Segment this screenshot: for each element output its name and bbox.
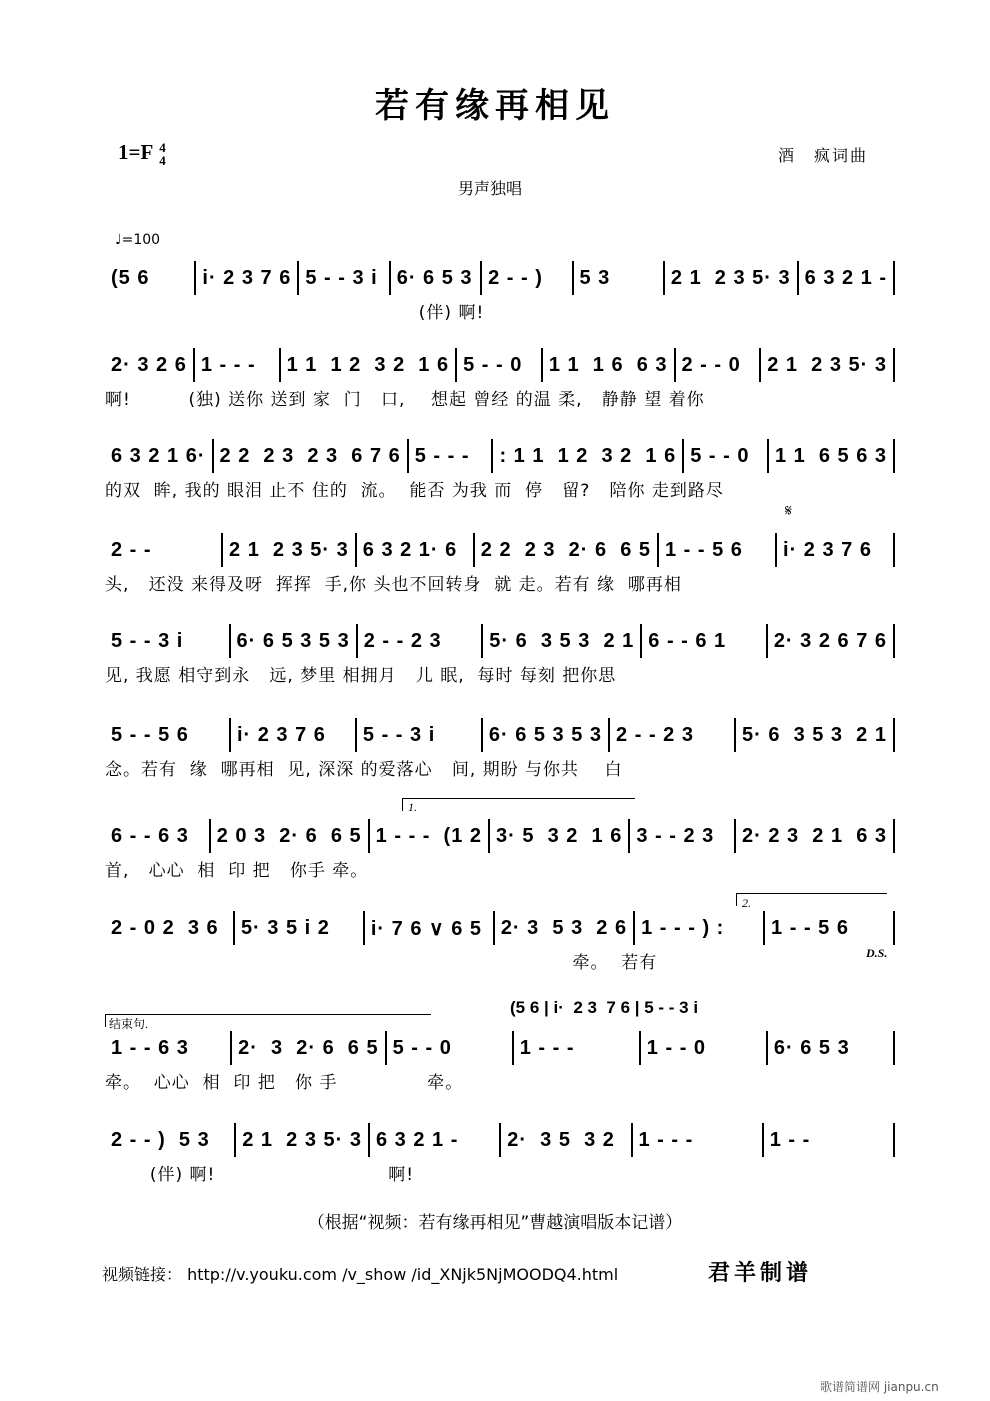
notation-row <box>105 441 895 471</box>
volta-2-bracket <box>736 893 887 906</box>
ds-mark: D.S. <box>866 946 888 960</box>
measure: i· 2 3 7 6 <box>783 538 872 561</box>
measure: 6 - - 6 1 <box>648 629 727 652</box>
measure: 6· 6 5 3 <box>396 266 473 289</box>
measure: 5 - - 3 i <box>362 723 436 746</box>
measure: 5 - - 3 i <box>111 629 184 652</box>
bar-line <box>893 1123 895 1157</box>
key-signature <box>118 140 166 167</box>
notation-row <box>105 535 895 565</box>
measure: 2· 3 2 6 7 6 <box>773 629 887 652</box>
measure: 2 - - 0 <box>681 353 741 376</box>
video-link[interactable]: 视频链接： http://v.youku.com /v_show /id_XNjk5NjMOODQ4.html <box>102 1265 619 1284</box>
bar-line <box>893 624 895 658</box>
bar-line <box>893 1031 895 1065</box>
measure: 5 - - 5 6 <box>111 723 189 746</box>
measure: 5 - - 0 <box>690 444 750 467</box>
measure: 5 - - - <box>414 444 470 467</box>
measure: 6· 6 5 3 5 3 <box>236 629 350 652</box>
measure: 1 1 6 5 6 3 <box>774 444 888 467</box>
time-signature <box>159 141 166 167</box>
meter-bottom: 4 <box>159 153 166 169</box>
measure: 2 - - ) <box>488 266 543 289</box>
measure: i· 2 3 7 6 <box>236 723 326 746</box>
lyric-line: (伴) 啊! 啊! <box>105 1165 415 1185</box>
measure: i· 2 3 7 6 <box>202 266 292 289</box>
measure: 5· 6 3 5 3 2 1 <box>489 629 635 652</box>
measure: 6 3 2 1 - <box>804 266 888 289</box>
measure: 1 - - 6 3 <box>111 1036 189 1059</box>
volta-1-bracket <box>402 798 635 811</box>
lyric-line: 首, 心心 相 印 把 你手 牵。 <box>105 861 369 881</box>
measure: 2· 3 2 6 <box>111 353 187 376</box>
measure: 1 - - - <box>519 1036 575 1059</box>
measure: 1 1 1 6 6 3 <box>548 353 668 376</box>
measure: 3· 5 3 2 1 6 <box>496 824 623 847</box>
measure: 6 - - 6 3 <box>111 824 189 847</box>
measure: 2· 3 5 3 2 6 <box>500 916 628 939</box>
measure: 2 - - ) 5 3 <box>111 1128 210 1151</box>
measure: 2 1 2 3 5· 3 <box>767 353 887 376</box>
measure: 2 1 2 3 5· 3 <box>242 1128 362 1151</box>
bar-line <box>893 439 895 473</box>
measure: 1 - - 5 6 <box>771 916 849 939</box>
measure: 2 - 0 2 3 6 <box>111 916 219 939</box>
intro-notation: (5 6 | i· 2 3 7 6 | 5 - - 3 i <box>510 998 699 1017</box>
lyric-line: 头, 还没 来得及呀 挥挥 手,你 头也不回转身 就 走。若有 缘 哪再相 <box>105 575 682 595</box>
measure: 5· 3 5 i 2 <box>240 916 330 939</box>
lyric-line: 牵。 若有 <box>105 953 658 973</box>
segno-mark: 𝄋 <box>785 503 792 520</box>
measure: 1 1 1 2 3 2 1 6 <box>286 353 450 376</box>
measure: 6· 6 5 3 <box>773 1036 850 1059</box>
tempo-mark: ♩=100 <box>115 232 161 248</box>
measure: 1 - - 0 <box>646 1036 707 1059</box>
credit-note: （根据“视频：若有缘再相见”曹越演唱版本记谱） <box>307 1213 683 1233</box>
measure: (5 6 <box>111 266 150 289</box>
lyric-line: 念。若有 缘 哪再相 见, 深深 的爱落心 间, 期盼 与你共 白 <box>105 760 623 780</box>
measure: 1 - - - <box>638 1128 694 1151</box>
lyric-line: 的双 眸, 我的 眼泪 止不 住的 流。 能否 为我 而 停 留? 陪你 走到路尽 <box>105 481 724 501</box>
bar-line <box>893 533 895 567</box>
bar-line <box>893 718 895 752</box>
measure: 6 3 2 1 6· <box>111 444 206 467</box>
lyric-line: (伴) 啊! <box>105 303 485 323</box>
measure: 6· 6 5 3 5 3 <box>488 723 603 746</box>
author: 酒 疯词曲 <box>778 146 869 165</box>
volta-2-label: 2. <box>742 896 751 910</box>
song-title: 若有缘再相见 <box>375 86 615 126</box>
notation-row <box>105 350 895 380</box>
measure: 6 3 2 1 - <box>376 1128 459 1151</box>
measure: 1 - - - ) : <box>641 916 725 939</box>
measure: 2 2 2 3 2 3 6 7 6 <box>219 444 401 467</box>
measure: 5 - - 3 i <box>305 266 378 289</box>
measure: i· 7 6 ∨ 6 5 <box>370 917 483 940</box>
measure: 6 3 2 1· 6 <box>362 538 458 561</box>
measure: 2 0 3 2· 6 6 5 <box>216 824 362 847</box>
volta-1-label: 1. <box>408 800 417 814</box>
bar-line <box>893 348 895 382</box>
measure: 2 - - 2 3 <box>616 723 694 746</box>
watermark: 歌谱简谱网 jianpu.cn <box>820 1380 939 1394</box>
measure: 5 - - 0 <box>392 1036 452 1059</box>
measure: 2· 3 2· 6 6 5 <box>238 1036 379 1059</box>
measure: 1 - - - (1 2 <box>375 824 483 847</box>
measure: 3 - - 2 3 <box>636 824 715 847</box>
measure: 2 - - <box>111 538 152 561</box>
measure: 5 3 <box>579 266 611 289</box>
lyric-line: 见, 我愿 相守到永 远, 梦里 相拥月 儿 眠, 每时 每刻 把你思 <box>105 666 617 686</box>
measure: : 1 1 1 2 3 2 1 6 <box>499 444 677 467</box>
bar-line <box>893 911 895 945</box>
measure: 2 2 2 3 2· 6 6 5 <box>480 538 651 561</box>
measure: 2· 2 3 2 1 6 3 <box>742 824 887 847</box>
lyric-line: 啊! (独) 送你 送到 家 门 口, 想起 曾经 的温 柔, 静静 望 着你 <box>105 390 705 410</box>
measure: 2· 3 5 3 2 <box>507 1128 615 1151</box>
notation-row <box>105 821 895 851</box>
measure: 2 - - 2 3 <box>363 629 442 652</box>
notation-row <box>105 263 895 293</box>
measure: 2 1 2 3 5· 3 <box>670 266 791 289</box>
notation-row <box>105 913 895 943</box>
notation-row <box>105 720 895 750</box>
ending-label: 结束句. <box>109 1017 149 1031</box>
notation-row <box>105 626 895 656</box>
measure: 2 1 2 3 5· 3 <box>229 538 349 561</box>
key: 1=F <box>118 140 154 164</box>
transcriber-signature: 君羊制谱 <box>708 1260 813 1286</box>
bar-line <box>893 261 895 295</box>
measure: 5· 6 3 5 3 2 1 <box>742 723 887 746</box>
measure: 1 - - 5 6 <box>665 538 743 561</box>
bar-line <box>893 819 895 853</box>
measure: 1 - - - <box>200 353 256 376</box>
measure: 5 - - 0 <box>463 353 523 376</box>
singer-type: 男声独唱 <box>458 179 523 198</box>
ending-bracket <box>105 1014 431 1027</box>
lyric-line: 牵。 心心 相 印 把 你 手 牵。 <box>105 1073 464 1093</box>
measure: 1 - - <box>769 1128 811 1151</box>
meter-top: 4 <box>159 140 166 156</box>
notation-row <box>105 1033 895 1063</box>
notation-row <box>105 1125 895 1155</box>
